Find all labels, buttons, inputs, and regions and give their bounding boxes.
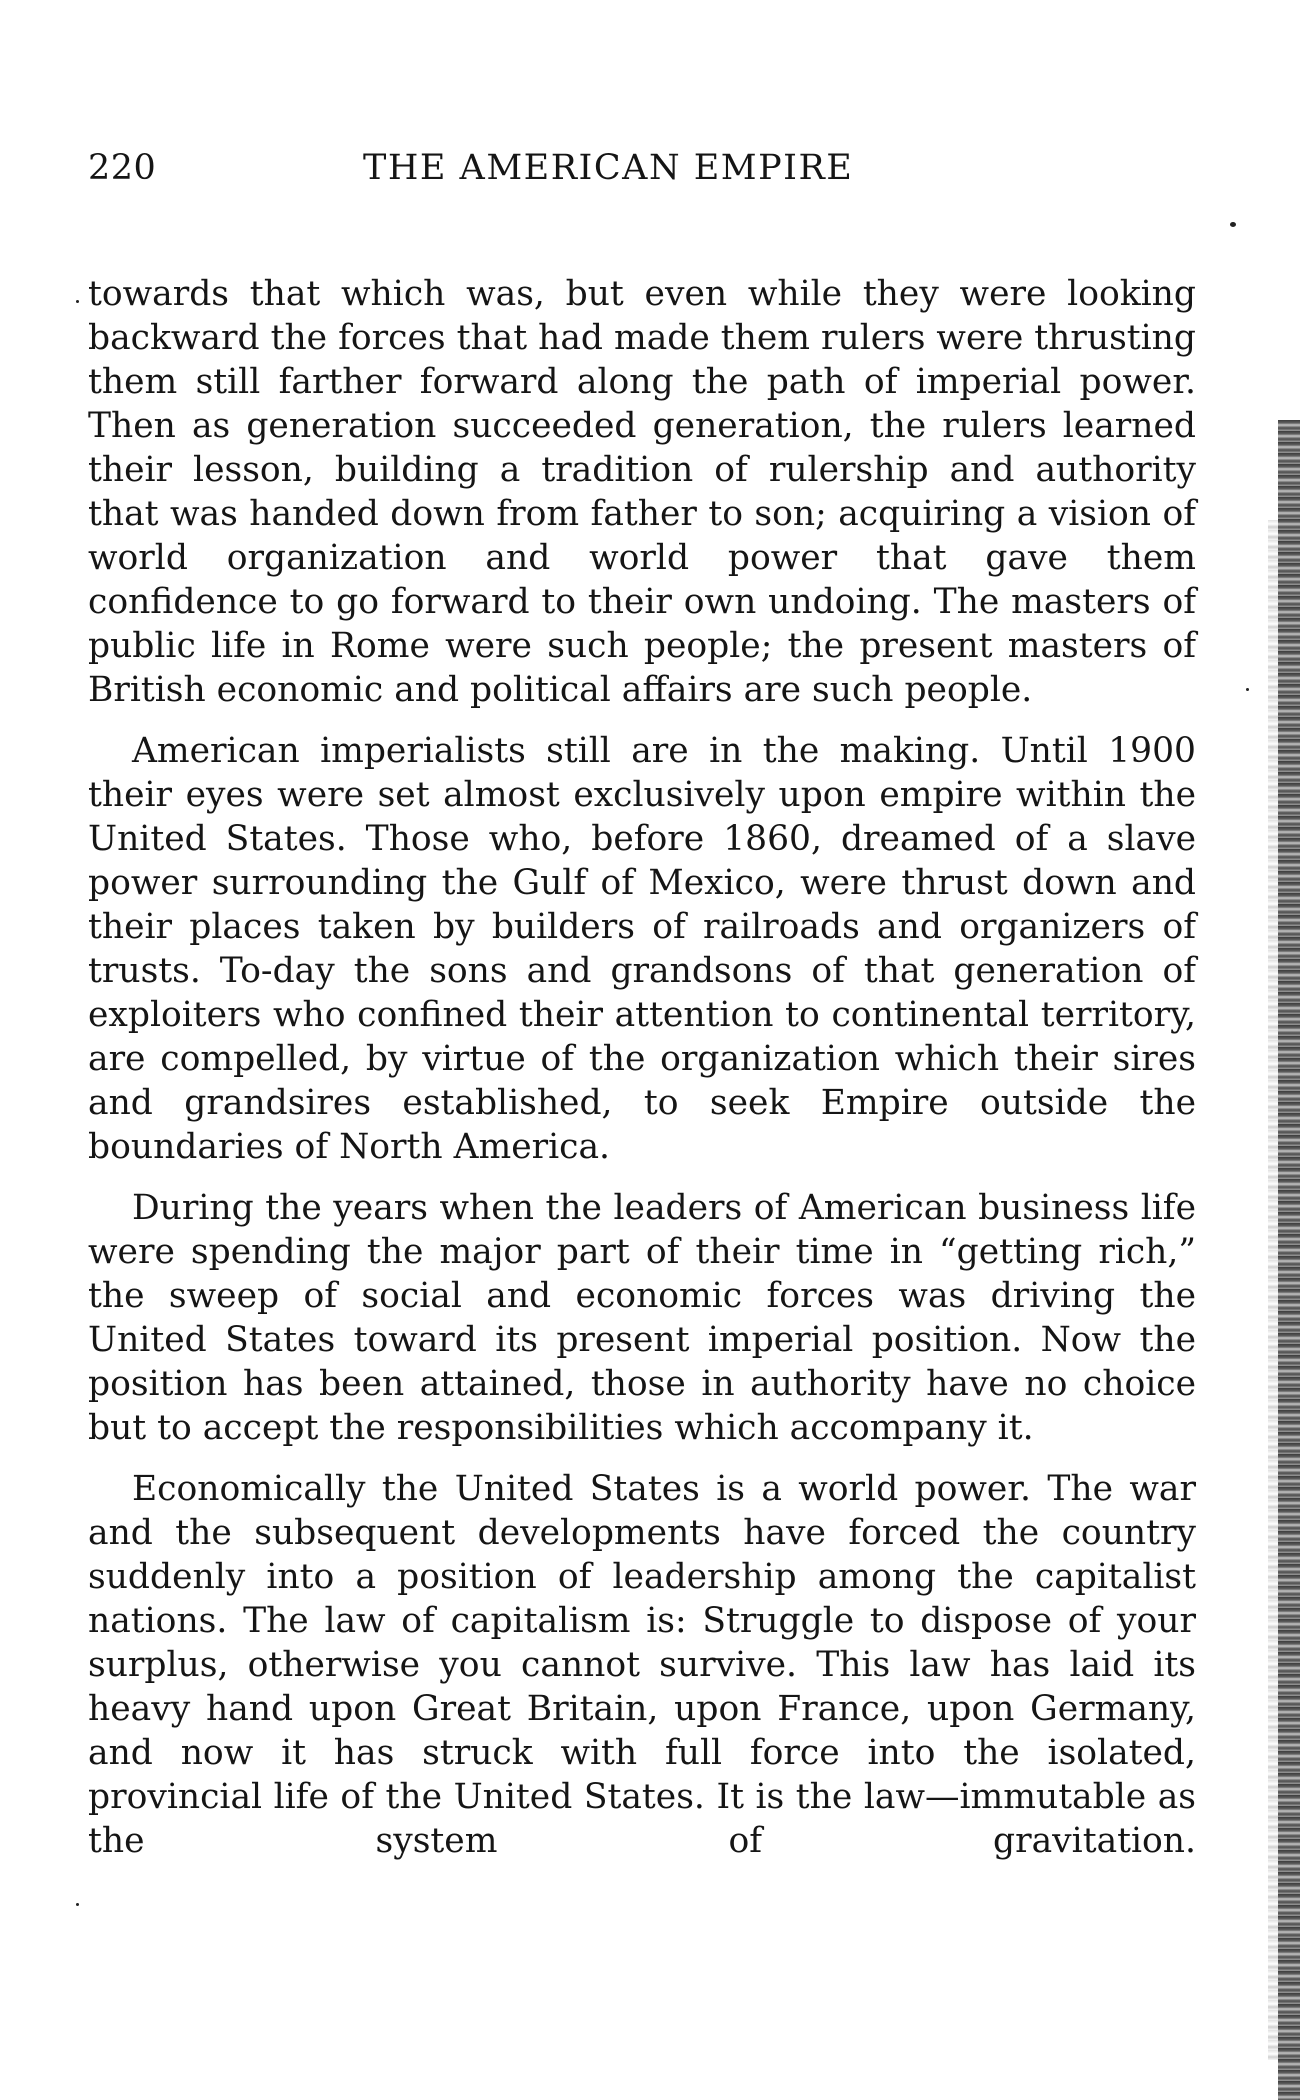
paragraph-3: During the years when the leaders of American business life were spending the major part of their time in “getting rich,” the sweep of social and economic forces was driving the United States toward its present imperial position. Now the position has been attained, those in authority have no choice but to accept the responsibilities which accompany it. [88,1188,1196,1448]
body-text [88,272,1196,1863]
paragraph-1: towards that which was, but even while they were looking backward the forces that had made them rulers were thrusting them still farther forward along the path of imperial power. Then as generation succeeded generation, the rulers learned their lesson, building a tradition of rulership and authority that was handed down from father to son; acquiring a vision of world organization and world power that gave them confidence to go forward to their own undoing. The masters of public life in Rome were such people; the present masters of British economic and political affairs are such people. [88,274,1196,710]
page-number: 220 [88,148,157,188]
paragraph-4: Economically the United States is a world power. The war and the subsequent developments have forced the country suddenly into a position of leadership among the capitalist nations. The law of capitalism is: Struggle to dispose of your surplus, otherwise you cannot survive. This law has laid its heavy hand upon Great Britain, upon France, upon Germany, and now it has struck with full force into the isolated, provincial life of the United States. It is the law—immutable as the system of gravitation. [88,1469,1196,1861]
ink-speck [1230,222,1236,227]
page-edge-bleed [1278,420,1300,2100]
page-edge-shadow [1268,520,1278,2060]
ink-speck [76,300,79,303]
ink-speck [1246,688,1249,691]
ink-speck [76,1903,79,1906]
page-header [88,148,1198,198]
running-title: THE AMERICAN EMPIRE [363,148,854,188]
paragraph-2: American imperialists still are in the making. Until 1900 their eyes were set almost exclusively upon empire within the United States. Those who, before 1860, dreamed of a slave power surrounding the Gulf of Mexico, were thrust down and their places taken by builders of railroads and organizers of trusts. To-day the sons and grandsons of that generation of exploiters who confined their attention to continental territory, are compelled, by virtue of the organization which their sires and grandsires established, to seek Empire outside the boundaries of North America. [88,731,1196,1167]
